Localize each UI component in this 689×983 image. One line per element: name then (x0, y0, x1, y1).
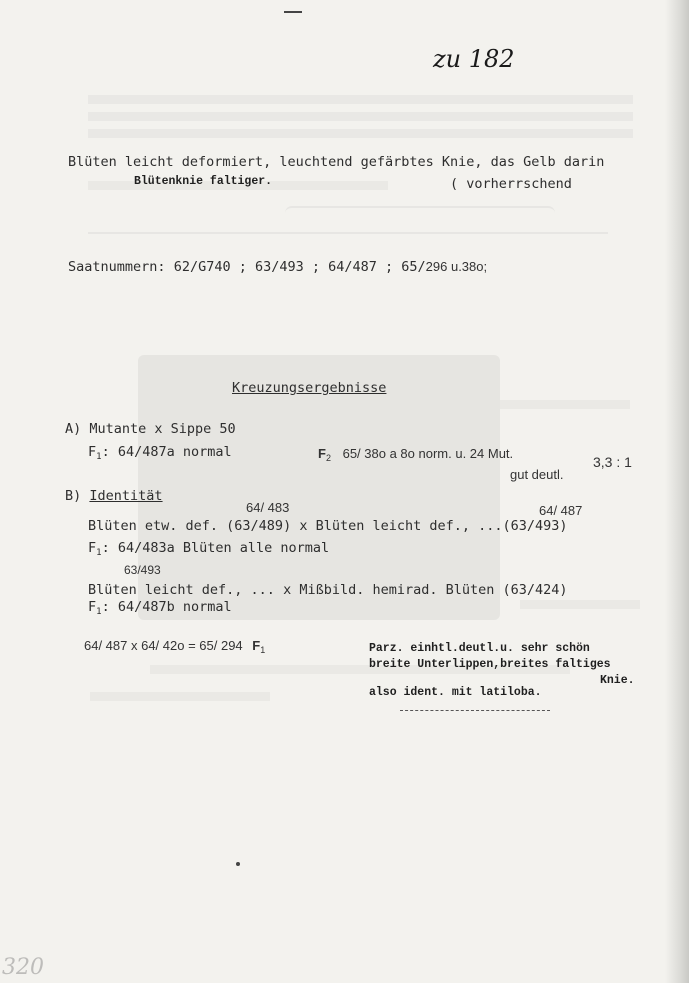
show-through-line (90, 692, 270, 710)
f2-label: F (318, 446, 326, 461)
show-through-line (500, 400, 630, 418)
description-line-2b: ( vorherrschend (450, 176, 572, 192)
description-line-2: Blütenknie faltiger. (134, 175, 273, 188)
f1-label: F (88, 599, 97, 615)
f1-label: F (88, 444, 97, 460)
dashed-underline (400, 710, 550, 711)
top-mark (284, 11, 302, 13)
section-a-f1 (88, 444, 232, 462)
note-line-4: also ident. mit latiloba. (369, 686, 542, 699)
cross-f-label: F (252, 638, 261, 653)
section-b-label: B) (65, 488, 82, 504)
seed-numbers-label: Saatnummern: (68, 259, 166, 275)
handwritten-reference: zu 182 (433, 45, 515, 73)
section-b-cross-2: Blüten leicht def., ... x Mißbild. hemirad. Blüten (63/424) (88, 582, 568, 598)
show-through-line (285, 206, 555, 220)
seed-numbers-handwritten: 296 u.38o; (425, 259, 488, 274)
cross-result (84, 638, 265, 655)
seed-numbers (68, 259, 487, 275)
section-b-number-3: 63/493 (124, 563, 161, 577)
f2-value: 65/ 38o a 8o norm. u. 24 Mut. (342, 446, 514, 461)
description-line-1: Blüten leicht deformiert, leuchtend gefärbtes Knie, das Gelb darin (68, 154, 605, 170)
f1-subscript: 1 (96, 607, 102, 617)
section-a-ratio: 3,3 : 1 (593, 454, 632, 470)
f1-label: F (88, 540, 97, 556)
note-line-2: breite Unterlippen,breites faltiges (369, 658, 611, 671)
note-line-1: Parz. einhtl.deutl.u. sehr schön (369, 642, 590, 655)
f1-subscript: 1 (96, 452, 102, 462)
section-b-title (65, 488, 163, 504)
section-heading: Kreuzungsergebnisse (232, 380, 387, 396)
section-a-quality: gut deutl. (510, 467, 564, 482)
section-b-cross-1: Blüten etw. def. (63/489) x Blüten leicht def., ...(63/493) (88, 518, 568, 534)
note-line-3: Knie. (600, 674, 635, 687)
ink-dot (236, 862, 240, 866)
show-through-line (88, 129, 633, 147)
section-a-f2 (318, 446, 513, 463)
show-through-line (88, 112, 633, 130)
section-b-f1b (88, 599, 232, 617)
section-b-identity: Identität (89, 488, 163, 504)
corner-page-number: 320 (2, 955, 44, 980)
section-b-number-2: 64/ 487 (539, 503, 583, 518)
f2-subscript: 2 (325, 453, 331, 463)
f1-value: : 64/483a Blüten alle normal (101, 540, 330, 556)
f1-subscript: 1 (96, 548, 102, 558)
show-through-line (88, 95, 633, 113)
cross-f-subscript: 1 (260, 645, 266, 655)
section-b-f1a (88, 540, 329, 558)
section-b-number-1: 64/ 483 (246, 500, 290, 515)
f1-value: : 64/487b normal (101, 599, 232, 615)
show-through-line (88, 232, 608, 244)
page-edge-shadow (665, 0, 689, 983)
cross-formula: 64/ 487 x 64/ 42o = 65/ 294 (84, 638, 243, 653)
section-a-title: A) Mutante x Sippe 50 (65, 421, 236, 437)
seed-numbers-values: 62/G740 ; 63/493 ; 64/487 ; 65/ (173, 259, 426, 275)
f1-value: : 64/487a normal (101, 444, 232, 460)
